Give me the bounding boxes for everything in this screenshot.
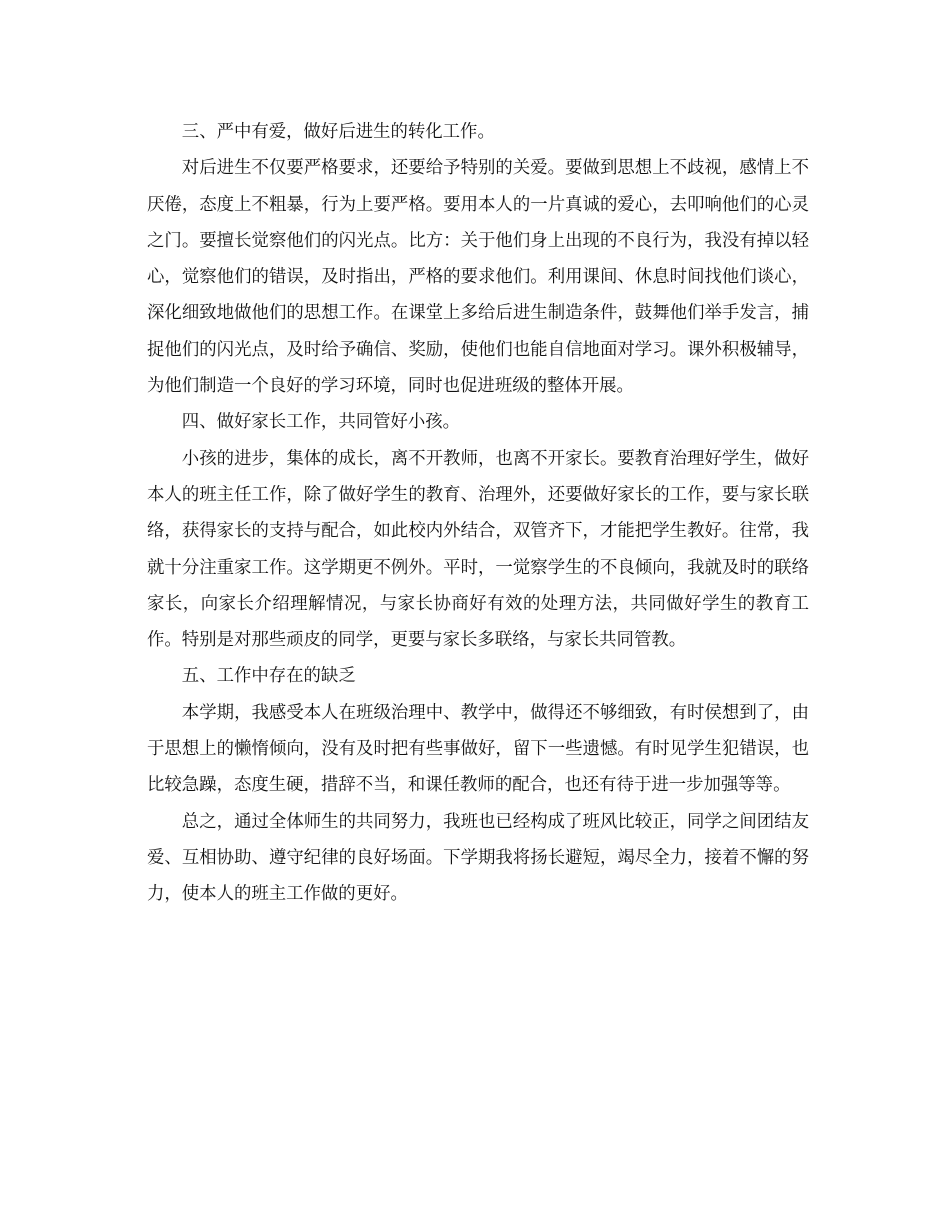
paragraph: 总之，通过全体师生的共同努力，我班也已经构成了班风比较正，同学之间团结友爱、互相协助、遵守纪律的良好场面。下学期我将扬长避短，竭尽全力，接着不懈的努力，使本人的班主工作做的更好。 [147,811,809,905]
section-heading-5: 五、工作中存在的缺乏 [181,666,356,687]
document-body [147,114,809,913]
section-heading-3: 三、严中有爱，做好后进生的转化工作。 [181,122,495,142]
paragraph: 小孩的进步，集体的成长，离不开教师，也离不开家长。要教育治理好学生，做好本人的班主任工作，除了做好学生的教育、治理外，还要做好家长的工作，要与家长联络，获得家长的支持与配合，如此校内外结合，双管齐下，才能把学生教好。往常，我就十分注重家工作。这学期更不例外。平时，一觉察学生的不良倾向，我就及时的联络家长，向家长介绍理解情况，与家长协商好有效的处理方法，共同做好学生的教育工作。特别是对那些顽皮的同学，更要与家长多联络，与家长共同管教。 [147,448,809,651]
section-heading-4: 四、做好家长工作，共同管好小孩。 [181,412,461,433]
paragraph: 对后进生不仅要严格要求，还要给予特别的关爱。要做到思想上不歧视，感情上不厌倦，态度上不粗暴，行为上要严格。要用本人的一片真诚的爱心，去叩响他们的心灵之门。要擅长觉察他们的闪光点。比方：关于他们身上出现的不良行为，我没有掉以轻心，觉察他们的错误，及时指出，严格的要求他们。利用课间、休息时间找他们谈心，深化细致地做他们的思想工作。在课堂上多给后进生制造条件，鼓舞他们举手发言，捕捉他们的闪光点，及时给予确信、奖励，使他们也能自信地面对学习。课外积极辅导，为他们制造一个良好的学习环境，同时也促进班级的整体开展。 [147,158,809,397]
paragraph: 本学期，我感受本人在班级治理中、教学中，做得还不够细致，有时侯想到了，由于思想上的懒惰倾向，没有及时把有些事做好，留下一些遗憾。有时见学生犯错误，也比较急躁，态度生硬，措辞不当，和课任教师的配合，也还有待于进一步加强等等。 [147,702,809,796]
